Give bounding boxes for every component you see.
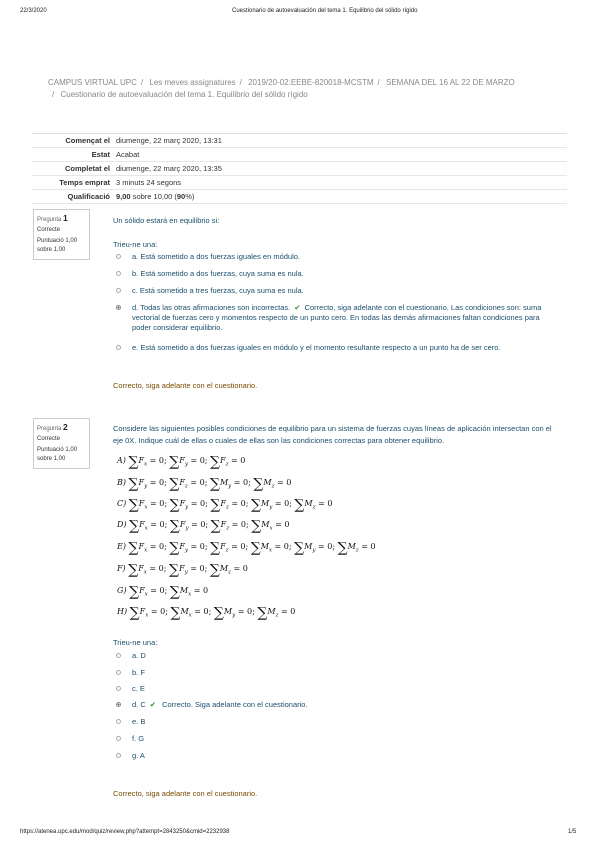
q2-option-g[interactable]: g. A xyxy=(116,751,551,761)
question-number: Pregunta 1 xyxy=(37,213,68,223)
breadcrumb xyxy=(48,77,548,101)
breadcrumb-item-campus[interactable]: CAMPUS VIRTUAL UPC xyxy=(48,78,137,87)
question-1-text: Un sólido estará en equilibrio si: xyxy=(113,216,220,225)
radio-button[interactable] xyxy=(116,345,121,350)
print-date: 22/3/2020 xyxy=(20,8,47,14)
q1-option-d[interactable]: d. Todas las otras afirmaciones son incorrectas. ✔ Correcto, siga adelante con el cuestionario. Las condiciones son: suma vectorial de fuerzas cero y momentos respecto de un punto cero. En todas las demás afirmaciones faltan condiciones para poder considerar equilibrio. xyxy=(116,303,551,333)
radio-button[interactable] xyxy=(116,753,121,758)
summary-row-time: Temps emprat 3 minuts 24 segons xyxy=(32,176,567,190)
question-state: Correcte xyxy=(37,227,61,233)
option-feedback: Correcto. Siga adelante con el cuestionario. xyxy=(162,700,308,709)
breadcrumb-item-week[interactable]: SEMANA DEL 16 AL 22 DE MARZO xyxy=(385,78,515,87)
radio-button[interactable] xyxy=(116,719,121,724)
q1-option-e[interactable]: e. Está sometido a dos fuerzas iguales en módulo y el momento resultante respecto a un punto ha de ser cero. xyxy=(116,343,551,353)
question-2-text: Considere las siguientes posibles condiciones de equilibrio para un sistema de fuerzas cuyas líneas de aplicación intersectan con el eje 0X. Indique cuál de ellas o cuales de ellas son las condiciones correctas para obtener equilibrio. xyxy=(113,424,552,445)
question-1-info xyxy=(33,209,90,260)
equation-row: E) $\sum F_x = 0$; $\sum F_y = 0$; $\sum F_z = 0$; $\sum M_x = 0$; $\sum M_y = 0$; $\sum M_z = 0$ xyxy=(117,540,376,556)
q2-option-b[interactable]: b. F xyxy=(116,668,551,678)
question-mark: Puntuació 1,00 sobre 1,00 xyxy=(37,238,78,253)
question-1-feedback: Correcto, siga adelante con el cuestionario. xyxy=(113,381,258,390)
q2-option-e[interactable]: e. B xyxy=(116,717,551,727)
breadcrumb-item-courses[interactable]: Les meves assignatures xyxy=(149,78,236,87)
breadcrumb-separator: / xyxy=(52,90,55,99)
option-feedback: Correcto, siga adelante con el cuestionario. Las condiciones son: suma vectorial de fuerzas cero y momentos respecto de un punto cero. En todas las demás afirmaciones faltan condiciones para poder considerar equilibrio. xyxy=(132,303,542,332)
question-mark: Puntuació 1,00 sobre 1,00 xyxy=(37,447,78,462)
question-2-info xyxy=(33,418,90,469)
grade-value: 9,00 sobre 10,00 (90%) xyxy=(116,192,195,201)
radio-button[interactable] xyxy=(116,670,121,675)
q2-option-f[interactable]: f. G xyxy=(116,734,551,744)
question-1-prompt: Trieu-ne una: xyxy=(113,240,158,249)
radio-button[interactable] xyxy=(116,736,121,741)
radio-button[interactable] xyxy=(116,686,121,691)
equation-row: C) $\sum F_x = 0$; $\sum F_y = 0$; $\sum F_z = 0$; $\sum M_y = 0$; $\sum M_z = 0$ xyxy=(117,497,333,513)
check-icon: ✔ xyxy=(294,303,301,312)
breadcrumb-separator: / xyxy=(140,78,144,87)
attempt-summary-table xyxy=(32,133,567,204)
equation-row: F) $\sum F_x = 0$; $\sum F_y = 0$; $\sum M_z = 0$ xyxy=(117,562,248,578)
radio-button[interactable] xyxy=(116,254,121,259)
print-page: 1/5 xyxy=(568,829,577,835)
radio-button[interactable] xyxy=(116,653,121,658)
question-2-prompt: Trieu-ne una: xyxy=(113,638,158,647)
radio-button[interactable] xyxy=(116,271,121,276)
breadcrumb-separator: / xyxy=(239,78,242,87)
radio-button[interactable] xyxy=(116,288,121,293)
breadcrumb-separator: / xyxy=(377,78,380,87)
q2-option-a[interactable]: a. D xyxy=(116,651,551,661)
summary-row-started: Començat el diumenge, 22 març 2020, 13:31 xyxy=(32,134,567,148)
summary-row-grade: Qualificació 9,00 sobre 10,00 (90%) xyxy=(32,190,567,204)
radio-button-selected[interactable] xyxy=(116,702,121,707)
q1-option-c[interactable]: c. Está sometido a tres fuerzas, cuya suma es nula. xyxy=(116,286,551,296)
question-number: Pregunta 2 xyxy=(37,422,68,432)
question-state: Correcte xyxy=(37,436,61,442)
equation-row: A) $\sum F_x = 0$; $\sum F_y = 0$; $\sum F_z = 0$ xyxy=(117,454,246,470)
breadcrumb-item-quiz[interactable]: Cuestionario de autoevaluación del tema 1. Equilibrio del sólido rígido xyxy=(60,90,308,99)
equation-row: D) $\sum F_x = 0$; $\sum F_y = 0$; $\sum F_z = 0$; $\sum M_x = 0$ xyxy=(117,518,290,534)
summary-row-completed: Completat el diumenge, 22 març 2020, 13:35 xyxy=(32,162,567,176)
check-icon: ✔ xyxy=(149,700,157,709)
summary-row-state: Estat Acabat xyxy=(32,148,567,162)
question-2-feedback: Correcto, siga adelante con el cuestionario. xyxy=(113,789,258,798)
equation-row: G) $\sum F_x = 0$; $\sum M_x = 0$ xyxy=(117,584,209,600)
print-url: https://atenea.upc.edu/mod/quiz/review.php?attempt=2843250&cmid=2232938 xyxy=(20,829,230,835)
q2-option-c[interactable]: c. E xyxy=(116,684,551,694)
breadcrumb-item-course[interactable]: 2019/20-02:EEBE-820018-MCSTM xyxy=(248,78,374,87)
q1-option-b[interactable]: b. Está sometido a dos fuerzas, cuya suma es nula. xyxy=(116,269,551,279)
print-title: Cuestionario de autoevaluación del tema 1. Equilibrio del sólido rígido xyxy=(232,8,418,14)
q2-option-d[interactable]: d. C ✔ Correcto. Siga adelante con el cuestionario. xyxy=(116,700,551,710)
equation-row: B) $\sum F_y = 0$; $\sum F_z = 0$; $\sum M_y = 0$; $\sum M_z = 0$ xyxy=(117,476,292,492)
equation-row: H) $\sum F_x = 0$; $\sum M_x = 0$; $\sum M_y = 0$; $\sum M_z = 0$ xyxy=(117,605,296,621)
q1-option-a[interactable]: a. Está sometido a dos fuerzas iguales en módulo. xyxy=(116,252,551,262)
radio-button-selected[interactable] xyxy=(116,305,121,310)
